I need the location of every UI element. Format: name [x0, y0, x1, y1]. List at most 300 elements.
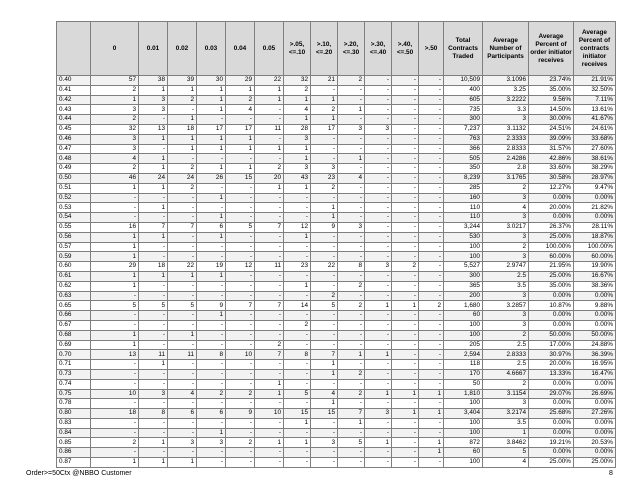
table-cell: -	[419, 252, 444, 262]
table-cell: 29	[226, 76, 255, 86]
table-cell: -	[139, 448, 168, 458]
table-cell: -	[365, 340, 392, 350]
table-cell: 3	[483, 252, 529, 262]
table-cell: 2	[338, 389, 365, 399]
table-cell: 20.53%	[574, 438, 616, 448]
header-row	[57, 22, 616, 76]
table-cell: 3	[483, 213, 529, 223]
table-cell: -	[392, 448, 419, 458]
table-cell: -	[284, 428, 311, 438]
table-cell: -	[392, 164, 419, 174]
table-cell: -	[139, 193, 168, 203]
table-cell: 2	[284, 85, 311, 95]
table-cell: -	[365, 418, 392, 428]
row-label: 0.75	[57, 389, 91, 399]
table-cell: -	[365, 213, 392, 223]
table-cell: -	[365, 95, 392, 105]
table-cell: -	[91, 399, 139, 409]
table-cell: -	[226, 271, 255, 281]
table-cell: 7,237	[444, 124, 483, 134]
table-cell: -	[419, 154, 444, 164]
table-cell: 30.00%	[529, 115, 574, 125]
table-cell: -	[197, 448, 226, 458]
table-cell: 2	[338, 301, 365, 311]
table-cell: 3.2174	[483, 409, 529, 419]
table-cell: -	[284, 448, 311, 458]
table-cell: -	[311, 428, 338, 438]
table-cell: 24	[168, 173, 197, 183]
table-cell: 3	[338, 124, 365, 134]
table-cell: -	[284, 291, 311, 301]
table-cell: 25.00%	[529, 271, 574, 281]
table-cell: -	[255, 271, 284, 281]
table-cell: 50.00%	[574, 330, 616, 340]
table-cell: 2	[284, 320, 311, 330]
table-cell: 0.00%	[529, 448, 574, 458]
column-header: 0.04	[226, 22, 255, 76]
table-cell: 30.97%	[529, 350, 574, 360]
table-cell: -	[255, 418, 284, 428]
table-cell: -	[197, 330, 226, 340]
table-cell: -	[338, 448, 365, 458]
table-cell: 18.87%	[574, 232, 616, 242]
table-cell: 1	[139, 458, 168, 468]
row-label: 0.66	[57, 311, 91, 321]
table-cell: 1	[168, 271, 197, 281]
table-cell: -	[284, 311, 311, 321]
table-cell: -	[255, 360, 284, 370]
row-label: 0.80	[57, 409, 91, 419]
table-cell: 1	[255, 379, 284, 389]
table-cell: 2	[483, 379, 529, 389]
table-cell: 1	[226, 144, 255, 154]
table-cell: 1	[197, 213, 226, 223]
table-cell: 2	[483, 242, 529, 252]
table-cell: 17.00%	[529, 340, 574, 350]
table-cell: 19.21%	[529, 438, 574, 448]
table-cell: -	[392, 173, 419, 183]
table-cell: 0.00%	[574, 213, 616, 223]
table-cell: 205	[444, 340, 483, 350]
table-cell: 1	[91, 271, 139, 281]
table-cell: 3.2857	[483, 301, 529, 311]
table-cell: 21	[311, 76, 338, 86]
table-cell: -	[226, 242, 255, 252]
table-cell: 2.8333	[483, 350, 529, 360]
table-cell: -	[365, 271, 392, 281]
table-cell: -	[168, 242, 197, 252]
table-cell: -	[255, 115, 284, 125]
table-cell: -	[139, 291, 168, 301]
table-cell: 16.47%	[574, 369, 616, 379]
table-cell: 38.36%	[574, 281, 616, 291]
table-cell: 38	[139, 76, 168, 86]
table-cell: -	[311, 448, 338, 458]
table-cell: 15	[311, 409, 338, 419]
table-cell: 4	[226, 105, 255, 115]
table-cell: 2	[311, 183, 338, 193]
table-cell: -	[392, 144, 419, 154]
table-cell: 4	[168, 389, 197, 399]
table-cell: 2	[255, 340, 284, 350]
table-cell: -	[139, 379, 168, 389]
table-cell: -	[338, 340, 365, 350]
table-cell: 24.51%	[529, 124, 574, 134]
table-cell: 10.87%	[529, 301, 574, 311]
column-header: >.50	[419, 22, 444, 76]
table-cell: 1	[139, 154, 168, 164]
column-header: Average Percent of contracts initiator receives	[574, 22, 616, 76]
table-cell: -	[392, 193, 419, 203]
table-cell: 0.00%	[529, 320, 574, 330]
table-cell: -	[419, 115, 444, 125]
table-cell: -	[255, 105, 284, 115]
table-cell: 160	[444, 193, 483, 203]
table-cell: 3	[91, 134, 139, 144]
table-cell: 200	[444, 291, 483, 301]
table-cell: 4	[483, 458, 529, 468]
table-cell: -	[255, 281, 284, 291]
row-label: 0.73	[57, 369, 91, 379]
table-cell: 3	[311, 438, 338, 448]
table-cell: -	[168, 193, 197, 203]
table-cell: -	[255, 458, 284, 468]
table-cell: 39	[168, 76, 197, 86]
table-cell: 1	[168, 85, 197, 95]
table-cell: 17	[197, 124, 226, 134]
table-cell: -	[226, 360, 255, 370]
table-cell: 22	[311, 262, 338, 272]
table-cell: 0.00%	[574, 193, 616, 203]
table-row	[57, 428, 616, 438]
table-cell: -	[365, 115, 392, 125]
table-cell: 31.57%	[529, 144, 574, 154]
table-cell: -	[365, 105, 392, 115]
column-header: 0.01	[139, 22, 168, 76]
table-cell: 1	[255, 95, 284, 105]
table-cell: 1,810	[444, 389, 483, 399]
table-cell: 872	[444, 438, 483, 448]
table-cell: -	[419, 311, 444, 321]
table-cell: 27.26%	[574, 409, 616, 419]
table-cell: -	[392, 311, 419, 321]
column-header: >.30, <=.40	[365, 22, 392, 76]
table-cell: 1	[365, 350, 392, 360]
table-cell: 7	[338, 409, 365, 419]
table-cell: -	[197, 281, 226, 291]
table-cell: -	[365, 281, 392, 291]
table-cell: 5	[284, 389, 311, 399]
table-cell: 14.50%	[529, 105, 574, 115]
table-cell: 41.67%	[574, 115, 616, 125]
table-cell: -	[226, 213, 255, 223]
table-row	[57, 360, 616, 370]
table-cell: 366	[444, 144, 483, 154]
table-cell: -	[139, 340, 168, 350]
row-label: 0.50	[57, 173, 91, 183]
table-cell: 1	[91, 252, 139, 262]
table-cell: -	[226, 311, 255, 321]
table-cell: 16.67%	[574, 271, 616, 281]
table-cell: -	[365, 232, 392, 242]
table-cell: -	[197, 320, 226, 330]
table-cell: -	[197, 379, 226, 389]
row-label: 0.54	[57, 213, 91, 223]
table-cell: -	[392, 360, 419, 370]
table-cell: -	[392, 330, 419, 340]
table-cell: -	[419, 360, 444, 370]
table-cell: -	[365, 203, 392, 213]
table-cell: 39.09%	[529, 134, 574, 144]
table-cell: 60	[444, 448, 483, 458]
table-cell: 2	[91, 164, 139, 174]
table-cell: 3	[284, 134, 311, 144]
table-cell: 735	[444, 105, 483, 115]
table-cell: 1	[311, 203, 338, 213]
column-header	[57, 22, 91, 76]
table-cell: -	[255, 193, 284, 203]
table-cell: -	[419, 458, 444, 468]
column-header: 0.05	[255, 22, 284, 76]
table-cell: 2	[91, 438, 139, 448]
table-cell: 2	[226, 95, 255, 105]
table-cell: -	[139, 281, 168, 291]
table-cell: -	[392, 369, 419, 379]
table-cell: -	[365, 399, 392, 409]
table-cell: 505	[444, 154, 483, 164]
table-cell: -	[197, 252, 226, 262]
table-cell: 8	[284, 350, 311, 360]
table-cell: -	[419, 350, 444, 360]
table-cell: 1	[419, 448, 444, 458]
table-cell: -	[168, 154, 197, 164]
table-cell: 1	[284, 438, 311, 448]
table-cell: -	[419, 340, 444, 350]
table-cell: 8	[197, 350, 226, 360]
table-cell: 22	[255, 76, 284, 86]
table-cell: -	[311, 458, 338, 468]
table-row	[57, 262, 616, 272]
table-cell: 1	[255, 183, 284, 193]
table-cell: -	[392, 124, 419, 134]
table-cell: 5	[91, 301, 139, 311]
table-cell: 23	[284, 262, 311, 272]
table-cell: 3.1765	[483, 173, 529, 183]
row-label: 0.40	[57, 76, 91, 86]
table-cell: 1	[284, 154, 311, 164]
table-cell: -	[168, 213, 197, 223]
table-cell: 15	[226, 173, 255, 183]
row-label: 0.41	[57, 85, 91, 95]
footer-text: Order>=50Ctx @NBBO Customer	[26, 470, 132, 477]
table-cell: 1	[139, 360, 168, 370]
table-cell: -	[419, 281, 444, 291]
table-cell: -	[419, 193, 444, 203]
table-row	[57, 271, 616, 281]
table-cell: -	[226, 379, 255, 389]
table-cell: -	[255, 134, 284, 144]
table-cell: -	[168, 291, 197, 301]
table-cell: -	[197, 360, 226, 370]
table-cell: 1	[91, 281, 139, 291]
table-cell: -	[392, 320, 419, 330]
table-cell: 1	[226, 134, 255, 144]
table-cell: -	[338, 183, 365, 193]
table-cell: -	[255, 252, 284, 262]
table-cell: 1	[311, 115, 338, 125]
table-row	[57, 350, 616, 360]
table-cell: 1	[139, 438, 168, 448]
table-cell: -	[197, 183, 226, 193]
table-cell: -	[365, 173, 392, 183]
table-cell: 1	[197, 164, 226, 174]
table-row	[57, 193, 616, 203]
table-cell: -	[419, 291, 444, 301]
table-cell: 13.61%	[574, 105, 616, 115]
table-cell: 1	[197, 95, 226, 105]
table-cell: -	[168, 448, 197, 458]
table-cell: -	[419, 124, 444, 134]
table-cell: -	[255, 448, 284, 458]
table-cell: -	[392, 340, 419, 350]
table-cell: 1	[197, 428, 226, 438]
table-cell: -	[311, 144, 338, 154]
table-cell: -	[168, 340, 197, 350]
table-cell: -	[365, 222, 392, 232]
table-cell: 3	[483, 311, 529, 321]
table-cell: -	[419, 173, 444, 183]
table-cell: -	[139, 428, 168, 438]
table-cell: 0.00%	[529, 418, 574, 428]
table-cell: -	[338, 320, 365, 330]
table-cell: -	[91, 311, 139, 321]
table-cell: 32	[284, 76, 311, 86]
table-cell: 0.00%	[529, 213, 574, 223]
table-cell: 33.68%	[574, 134, 616, 144]
row-label: 0.51	[57, 183, 91, 193]
table-cell: 118	[444, 360, 483, 370]
table-cell: -	[392, 222, 419, 232]
table-cell: 1	[311, 360, 338, 370]
table-cell: 1	[139, 232, 168, 242]
table-cell: -	[311, 340, 338, 350]
table-cell: 3	[139, 95, 168, 105]
table-cell: -	[338, 379, 365, 389]
table-cell: -	[168, 320, 197, 330]
table-cell: -	[139, 369, 168, 379]
table-cell: -	[365, 252, 392, 262]
table-cell: 0.00%	[574, 448, 616, 458]
table-cell: 100.00%	[574, 242, 616, 252]
table-cell: 1	[197, 105, 226, 115]
table-cell: -	[311, 232, 338, 242]
table-cell: -	[255, 213, 284, 223]
table-cell: -	[392, 252, 419, 262]
table-cell: 1	[255, 85, 284, 95]
table-cell: -	[197, 458, 226, 468]
table-cell: 2	[91, 115, 139, 125]
table-cell: 3	[365, 409, 392, 419]
table-cell: -	[284, 193, 311, 203]
table-cell: 5	[226, 222, 255, 232]
table-cell: -	[392, 134, 419, 144]
table-cell: -	[392, 399, 419, 409]
table-cell: -	[419, 262, 444, 272]
row-label: 0.71	[57, 360, 91, 370]
table-cell: 2.5	[483, 360, 529, 370]
table-cell: 3	[483, 320, 529, 330]
table-cell: 3.8462	[483, 438, 529, 448]
table-cell: 36.39%	[574, 350, 616, 360]
table-cell: 170	[444, 369, 483, 379]
table-cell: 20.00%	[529, 360, 574, 370]
table-cell: -	[255, 242, 284, 252]
table-cell: -	[392, 281, 419, 291]
table-cell: -	[311, 242, 338, 252]
table-cell: -	[338, 134, 365, 144]
table-cell: 18	[168, 124, 197, 134]
table-cell: 7	[139, 222, 168, 232]
table-cell: 1	[392, 301, 419, 311]
table-cell: 3	[338, 222, 365, 232]
table-row	[57, 85, 616, 95]
table-cell: -	[139, 418, 168, 428]
table-cell: 3,244	[444, 222, 483, 232]
table-cell: -	[419, 76, 444, 86]
table-cell: 33.60%	[529, 164, 574, 174]
table-cell: -	[419, 320, 444, 330]
table-cell: 1	[284, 232, 311, 242]
table-row	[57, 438, 616, 448]
table-cell: 7	[255, 301, 284, 311]
table-row	[57, 203, 616, 213]
row-label: 0.70	[57, 350, 91, 360]
table-cell: 1	[392, 409, 419, 419]
table-cell: -	[419, 369, 444, 379]
table-cell: 2	[168, 95, 197, 105]
table-cell: 60.00%	[529, 252, 574, 262]
table-cell: 1	[139, 203, 168, 213]
column-header: 0	[91, 22, 139, 76]
table-row	[57, 409, 616, 419]
table-cell: -	[392, 271, 419, 281]
table-cell: 3	[483, 399, 529, 409]
table-cell: 24.88%	[574, 340, 616, 350]
table-cell: -	[365, 291, 392, 301]
table-cell: 0.00%	[574, 399, 616, 409]
table-row	[57, 281, 616, 291]
table-cell: -	[338, 144, 365, 154]
table-cell: -	[226, 428, 255, 438]
table-cell: 15	[284, 409, 311, 419]
table-cell: 1	[168, 115, 197, 125]
table-cell: 1	[392, 389, 419, 399]
table-cell: -	[365, 144, 392, 154]
table-cell: 100	[444, 330, 483, 340]
table-row	[57, 134, 616, 144]
table-cell: 50	[444, 379, 483, 389]
table-cell: 2	[392, 262, 419, 272]
table-cell: 4	[311, 389, 338, 399]
table-cell: -	[226, 330, 255, 340]
table-cell: -	[139, 399, 168, 409]
table-cell: -	[197, 291, 226, 301]
table-cell: -	[226, 418, 255, 428]
table-cell: 3.25	[483, 85, 529, 95]
table-cell: 1	[168, 144, 197, 154]
table-cell: 1	[168, 330, 197, 340]
table-cell: -	[419, 379, 444, 389]
